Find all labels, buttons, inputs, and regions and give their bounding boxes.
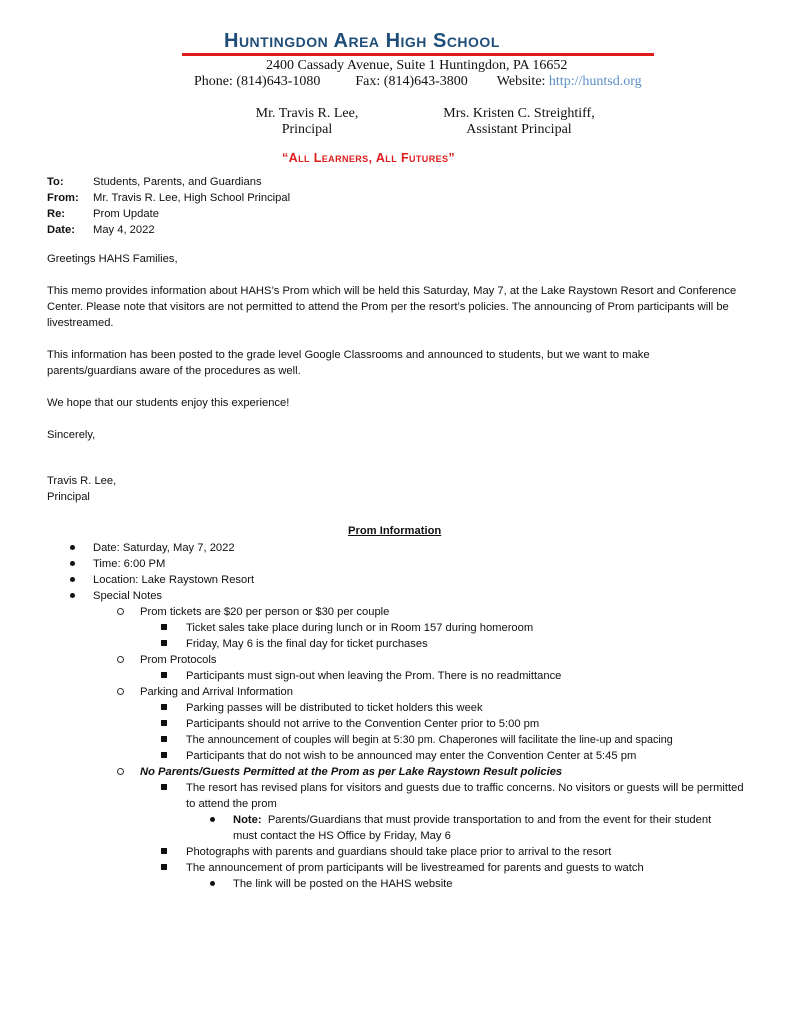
memo-from	[47, 190, 290, 206]
prom-info-list	[47, 540, 757, 892]
website-label: Website:	[496, 74, 546, 89]
bullet-circle-icon	[117, 608, 124, 615]
memo-value: Students, Parents, and Guardians	[93, 176, 262, 188]
bullet-square-icon	[161, 720, 167, 726]
memo-header	[47, 174, 290, 238]
memo-label: To:	[47, 176, 64, 188]
list-item	[47, 700, 757, 716]
list-item	[47, 636, 757, 652]
list-item-parking	[47, 684, 757, 700]
item-text: Prom tickets are $20 per person or $30 per couple	[140, 606, 390, 618]
bullet-square-icon	[161, 704, 167, 710]
bullet-dot-icon	[70, 577, 75, 582]
item-text: The resort has revised plans for visitors and guests due to traffic concerns. No visitors or guests will be permitted to attend the prom	[186, 782, 744, 810]
contact-line	[194, 74, 642, 90]
phone: Phone: (814)643-1080	[194, 74, 321, 89]
bullet-circle-icon	[117, 656, 124, 663]
item-text: Friday, May 6 is the final day for ticket purchases	[186, 638, 428, 650]
list-item-date	[47, 540, 757, 556]
bullet-square-icon	[161, 784, 167, 790]
prom-info-title: Prom Information	[348, 525, 442, 537]
list-item	[47, 876, 757, 892]
list-item	[47, 860, 757, 876]
list-item-note	[47, 812, 757, 844]
principal-title: Principal	[281, 122, 333, 137]
bullet-square-icon	[161, 640, 167, 646]
item-text: Special Notes	[93, 590, 163, 602]
bullet-dot-icon	[70, 593, 75, 598]
signer-name: Travis R. Lee,	[47, 475, 117, 487]
paragraph-info: This information has been posted to the grade level Google Classrooms and announced to students, but we want to make parents/guardians aware of the procedures as well.	[47, 349, 650, 377]
paragraph-hope: We hope that our students enjoy this experience!	[47, 397, 290, 409]
school-address: 2400 Cassady Avenue, Suite 1 Huntingdon, PA 16652	[266, 58, 568, 73]
list-item	[47, 716, 757, 732]
item-text: Date: Saturday, May 7, 2022	[93, 542, 235, 554]
list-item-time	[47, 556, 757, 572]
item-text: Time: 6:00 PM	[93, 558, 166, 570]
bullet-square-icon	[161, 672, 167, 678]
item-text: Prom Protocols	[140, 654, 217, 666]
item-text: The announcement of couples will begin at 5:30 pm. Chaperones will facilitate the line-up and spacing	[186, 734, 673, 746]
bullet-square-icon	[161, 736, 167, 742]
item-text: Parking passes will be distributed to ticket holders this week	[186, 702, 483, 714]
list-item	[47, 748, 757, 764]
website-link[interactable]: http://huntsd.org	[548, 74, 642, 89]
list-item-location	[47, 572, 757, 588]
memo-to	[47, 174, 290, 190]
bullet-circle-icon	[117, 688, 124, 695]
bullet-square-icon	[161, 848, 167, 854]
item-text: Participants should not arrive to the Convention Center prior to 5:00 pm	[186, 718, 540, 730]
list-item	[47, 668, 757, 684]
paragraph-intro: This memo provides information about HAHS’s Prom which will be held this Saturday, May 7, at the Lake Raystown Resort and Conference Center. Please note that visitors are not permitted to attend the Prom per the resort’s policies. The announcing of Prom participants will be livestreamed.	[47, 285, 737, 329]
signer-title: Principal	[47, 491, 90, 503]
item-text: No Parents/Guests Permitted at the Prom as per Lake Raystown Result policies	[140, 766, 563, 778]
assistant-title: Assistant Principal	[466, 122, 572, 137]
list-item	[47, 844, 757, 860]
assistant-name: Mrs. Kristen C. Streightiff,	[443, 106, 595, 121]
list-item-special-notes	[47, 588, 757, 604]
memo-value: Mr. Travis R. Lee, High School Principal	[93, 192, 291, 204]
fax: Fax: (814)643-3800	[355, 74, 468, 89]
memo-re	[47, 206, 290, 222]
item-text: Ticket sales take place during lunch or in Room 157 during homeroom	[186, 622, 534, 634]
list-item-protocols	[47, 652, 757, 668]
school-name: Huntingdon Area High School	[224, 30, 500, 52]
principal-block	[250, 106, 364, 138]
memo-value: May 4, 2022	[93, 224, 155, 236]
bullet-dot-icon	[70, 561, 75, 566]
item-text: Participants must sign-out when leaving the Prom. There is no readmittance	[186, 670, 562, 682]
bullet-square-icon	[161, 752, 167, 758]
list-item	[47, 780, 757, 812]
bullet-square-icon	[161, 864, 167, 870]
bullet-dot-icon	[210, 881, 215, 886]
item-text: The announcement of prom participants will be livestreamed for parents and guests to watch	[186, 862, 644, 874]
list-item	[47, 732, 757, 748]
item-text: Photographs with parents and guardians should take place prior to arrival to the resort	[186, 846, 612, 858]
memo-label: From:	[47, 192, 79, 204]
memo-label: Date:	[47, 224, 75, 236]
list-item-no-guests	[47, 764, 757, 780]
item-text: Parking and Arrival Information	[140, 686, 293, 698]
bullet-circle-icon	[117, 768, 124, 775]
assistant-principal-block	[436, 106, 602, 138]
item-text: Location: Lake Raystown Resort	[93, 574, 255, 586]
school-motto: “All Learners, All Futures”	[282, 151, 456, 165]
list-item	[47, 620, 757, 636]
memo-label: Re:	[47, 208, 66, 220]
memo-date	[47, 222, 290, 238]
item-text: Participants that do not wish to be announced may enter the Convention Center at 5:45 pm	[186, 750, 637, 762]
greeting: Greetings HAHS Families,	[47, 253, 178, 265]
bullet-dot-icon	[70, 545, 75, 550]
note-label: Note:	[233, 814, 262, 826]
list-item-tickets	[47, 604, 757, 620]
principal-name: Mr. Travis R. Lee,	[255, 106, 359, 121]
memo-value: Prom Update	[93, 208, 159, 220]
item-text: The link will be posted on the HAHS website	[233, 878, 453, 890]
header-divider	[182, 53, 654, 56]
bullet-dot-icon	[210, 817, 215, 822]
closing: Sincerely,	[47, 429, 96, 441]
bullet-square-icon	[161, 624, 167, 630]
note-text: Parents/Guardians that must provide transportation to and from the event for their student must contact the HS Office by Friday, May 6	[233, 814, 712, 842]
